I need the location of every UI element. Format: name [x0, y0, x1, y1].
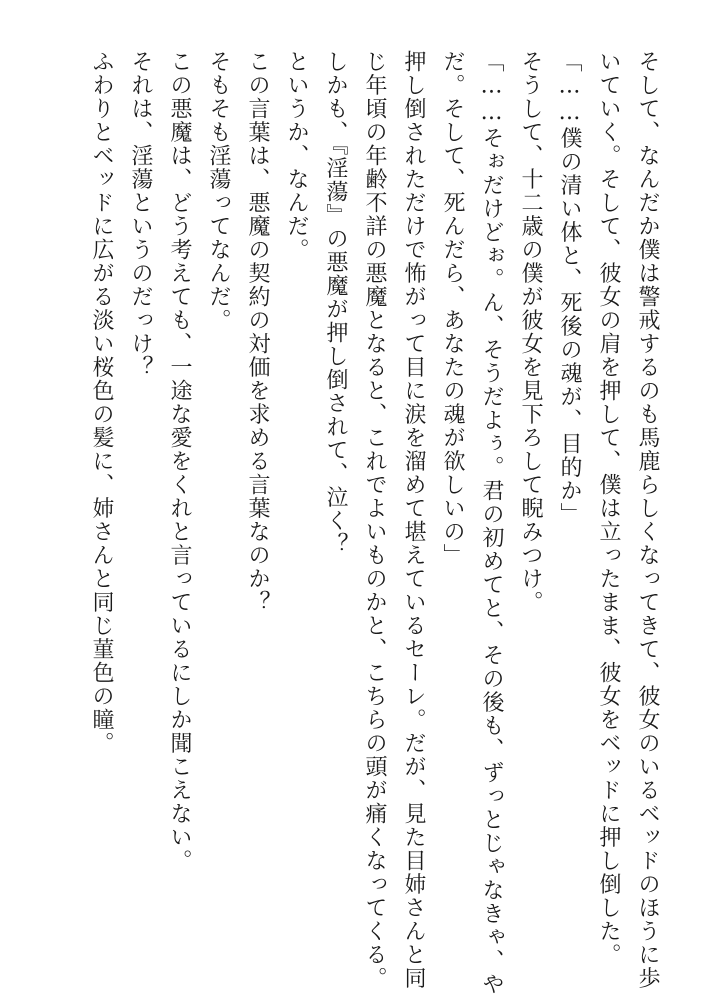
- text-line: この言葉は、悪魔の契約の対価を求める言葉なのか？: [245, 50, 270, 614]
- text-line: じ年頃の年齢不詳の悪魔となると、これでよいものかと、こちらの頭が痛くなってくる。: [362, 50, 387, 990]
- text-line: そもそも淫蕩ってなんだ。: [206, 50, 231, 332]
- text-line: いていく。そして、彼女の肩を押して、僕は立ったまま、彼女をベッドに押し倒した。: [596, 50, 621, 967]
- text-line: 「……そぉだけどぉ。ん、そうだよぅ。君の初めてと、その後も、ずっとじゃなきゃ、や: [479, 50, 504, 996]
- text-line: そして、なんだか僕は警戒するのも馬鹿らしくなってきて、彼女のいるベッドのほうに歩: [635, 50, 660, 990]
- text-line: というか、なんだ。: [284, 50, 309, 262]
- text-line: それは、淫蕩というのだっけ？: [128, 50, 153, 379]
- text-line: そうして、十二歳の僕が彼女を見下ろして睨みつけ。: [518, 50, 543, 614]
- text-line: しかも、『淫蕩』の悪魔が押し倒されて、泣く？: [323, 50, 348, 556]
- text-line: この悪魔は、どう考えても、一途な愛をくれと言っているにしか聞こえない。: [167, 50, 192, 873]
- vertical-text-body: [82, 50, 667, 996]
- text-line: だ。そして、死んだら、あなたの魂が欲しいの」: [440, 50, 465, 567]
- text-line: 「……僕の清い体と、死後の魂が、目的か」: [557, 50, 582, 526]
- text-line: 押し倒されただけで怖がって目に涙を溜めて堪えているセーレ。だが、見た目姉さんと同: [401, 50, 426, 990]
- text-line: ふわりとベッドに広がる淡い桜色の髪に、姉さんと同じ菫色の瞳。: [89, 50, 114, 755]
